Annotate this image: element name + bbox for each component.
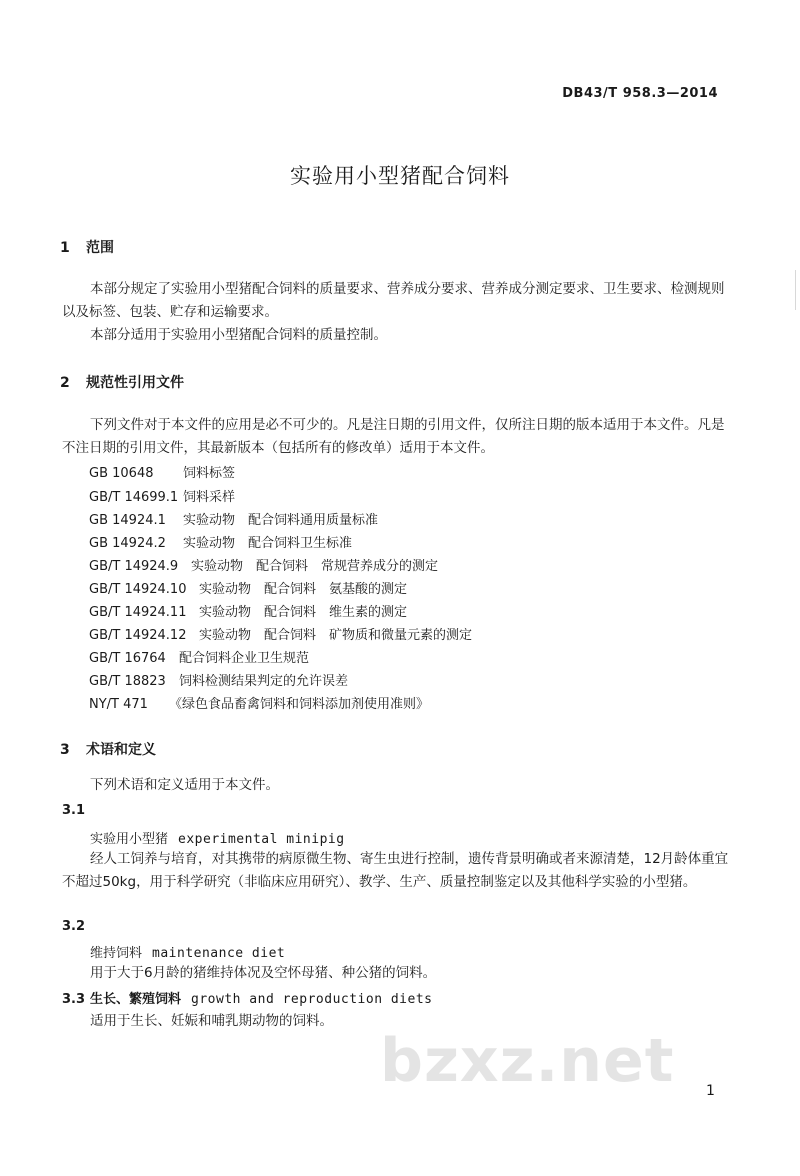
document-title: 实验用小型猪配合饲料	[290, 164, 510, 188]
section-2-intro: 下列文件对于本文件的应用是必不可少的。凡是注日期的引用文件，仅所注日期的版本适用于本文件。凡是不注日期的引用文件，其最新版本（包括所有的修改单）适用于本文件。	[62, 417, 725, 456]
reference-item: GB/T 14924.11 实验动物 配合饲料 维生素的测定	[89, 605, 408, 620]
reference-item: GB 14924.2 实验动物 配合饲料卫生标准	[89, 536, 353, 551]
section-title: 规范性引用文件	[86, 375, 184, 391]
reference-item: GB 14924.1 实验动物 配合饲料通用质量标准	[89, 513, 379, 528]
section-1-heading	[60, 237, 114, 257]
page-number: 1	[706, 1083, 715, 1099]
term-definition: 适用于生长、妊娠和哺乳期动物的饲料。	[90, 1013, 333, 1029]
section-3-heading	[60, 739, 156, 759]
section-title: 术语和定义	[86, 742, 156, 758]
term-heading: 实验用小型猪 experimental minipig	[90, 832, 345, 847]
reference-item: GB/T 18823 饲料检测结果判定的允许误差	[89, 674, 349, 689]
scan-edge-mark	[795, 270, 799, 310]
section-1-para-1: 本部分规定了实验用小型猪配合饲料的质量要求、营养成分要求、营养成分测定要求、卫生要求、检测规则以及标签、包装、贮存和运输要求。	[62, 281, 725, 320]
subsection-number: 3.1	[62, 803, 86, 818]
reference-item: GB/T 14924.9 实验动物 配合饲料 常规营养成分的测定	[89, 559, 439, 574]
term-definition: 经人工饲养与培育，对其携带的病原微生物、寄生虫进行控制，遗传背景明确或者来源清楚，12月龄体重宜不超过50kg，用于科学研究（非临床应用研究）、教学、生产、质量控制鉴定以及其他科学实验的小型猪。	[62, 851, 729, 890]
term-heading: 3.3 生长、繁殖饲料 growth and reproduction diets	[62, 992, 433, 1007]
section-3-intro: 下列术语和定义适用于本文件。	[90, 777, 279, 793]
reference-item: GB/T 14699.1 饲料采样	[89, 490, 236, 505]
watermark: bzxz.net	[380, 1026, 675, 1096]
section-title: 范围	[86, 240, 114, 256]
term-definition: 用于大于6月龄的猪维持体况及空怀母猪、种公猪的饲料。	[90, 965, 437, 981]
section-1-para-2: 本部分适用于实验用小型猪配合饲料的质量控制。	[90, 327, 387, 343]
reference-item: GB/T 14924.12 实验动物 配合饲料 矿物质和微量元素的测定	[89, 628, 473, 643]
reference-item: GB/T 14924.10 实验动物 配合饲料 氨基酸的测定	[89, 582, 408, 597]
section-number: 2	[60, 375, 70, 391]
standard-code: DB43/T 958.3—2014	[562, 86, 718, 101]
section-2-heading	[60, 372, 184, 392]
reference-item: GB/T 16764 配合饲料企业卫生规范	[89, 651, 310, 666]
section-number: 3	[60, 742, 70, 758]
reference-item: NY/T 471 《绿色食品畜禽饲料和饲料添加剂使用准则》	[89, 697, 430, 712]
term-heading: 维持饲料 maintenance diet	[90, 946, 286, 961]
subsection-number: 3.2	[62, 919, 86, 934]
reference-item: GB 10648 饲料标签	[89, 466, 236, 481]
section-number: 1	[60, 240, 70, 256]
